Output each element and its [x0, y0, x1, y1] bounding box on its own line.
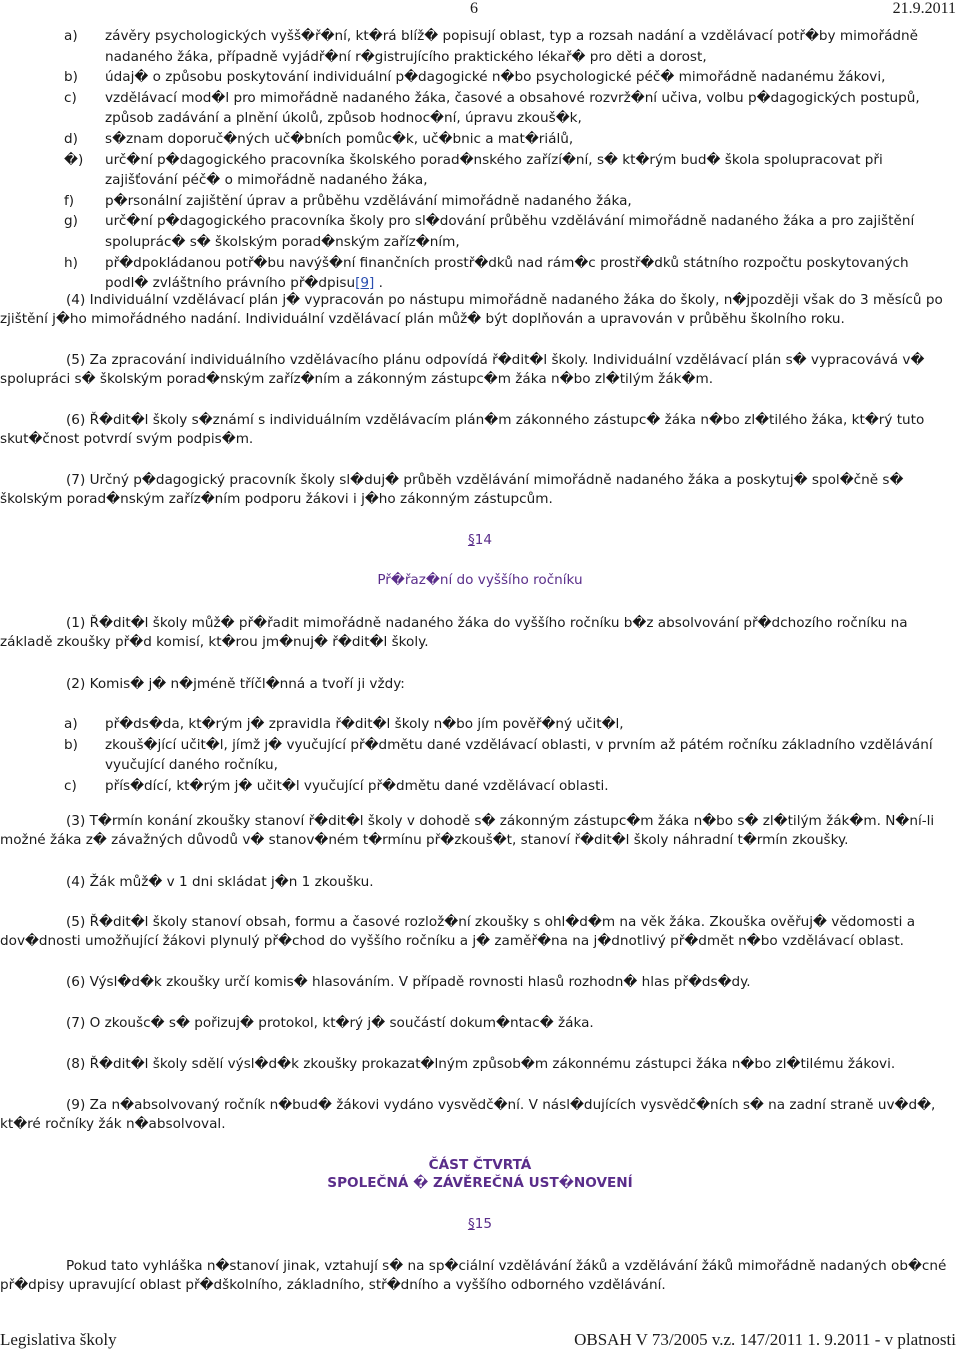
page-date: 21.9.2011	[892, 0, 956, 17]
part-subtitle: SPOLEČNÁ � ZÁVĚREČNÁ UST�NOVENÍ	[327, 1175, 633, 1191]
section-title-14: Př�řaz�ní do vyššího ročníku	[377, 572, 583, 588]
paragraph: (4) Žák můž� v 1 dni skládat j�n 1 zkoušku.	[66, 874, 374, 890]
list-item: c) přís�dící, kt�rým j� učit�l vyučující př�dmětu dané vzdělávací oblasti.	[64, 777, 609, 794]
part-title: ČÁST ČTVRTÁ	[428, 1157, 532, 1173]
paragraph: Pokud tato vyhláška n�stanoví jinak, vztahují s� na sp�ciální vzdělávání žáků a vzdělávání žáků mimořádně nadaných ob�cné př�dpisy upravující oblast př�dškolního, základního, stř�dního a vyššího odborného vzdělávání.	[0, 1258, 947, 1293]
paragraph: (8) Ř�dit�l školy sdělí výsl�d�k zkoušky prokazat�lným způsob�m zákonnému zástupci žáka n�bo zl�tilému žákovi.	[66, 1056, 896, 1072]
paragraph: (7) O zkoušc� s� pořizuj� protokol, kt�rý j� součástí dokum�ntac� žáka.	[66, 1015, 594, 1031]
list-item: �) urč�ní p�dagogického pracovníka školského porad�nského zařízí�ní, s� kt�rým bud� škola spolupracovat při zajišťování péč� o mimořádně nadaného žáka,	[64, 151, 883, 189]
paragraph: (5) Za zpracování individuálního vzdělávacího plánu odpovídá ř�dit�l školy. Individuální vzdělávací plán s� vypracovává v� spolupráci s� školským porad�nským zaříz�ním a zákonným zástupc�m žáka n�bo zl�tilým žák�m.	[0, 352, 925, 387]
section-heading-15: §15	[467, 1216, 493, 1232]
list-item: a) př�ds�da, kt�rým j� zpravidla ř�dit�l školy n�bo jím pověř�ný učit�l,	[64, 716, 624, 732]
list-item: a) závěry psychologických vyšš�ř�ní, kt�rá blíž� popisují oblast, typ a rozsah nadání a vzdělávací potř�by mimořádně nadaného žáka, případně vyjádř�ní r�gistrujícího praktického lékař� pro děti a dorost,	[64, 28, 919, 65]
paragraph: (7) Určný p�dagogický pracovník školy sl�duj� průběh vzdělávání mimořádně nadaného žáka a poskytuj� spol�čně s� školským porad�nským zaříz�ním podporu žákovi i j�ho zákonným zástupcům.	[0, 472, 904, 507]
page-number: 6	[470, 0, 478, 17]
list-item: b) zkouš�jící učit�l, jímž j� vyučující př�dmětu dané vzdělávací oblasti, v prvním až pátém ročníku základního vzdělávání vyučující daného ročníku,	[64, 736, 933, 774]
footer-right: OBSAH V 73/2005 v.z. 147/2011 1. 9.2011 - v platnosti	[574, 1330, 956, 1349]
list-item: f) p�rsonální zajištění úprav a průběhu vzdělávání mimořádně nadaného žáka,	[64, 192, 632, 209]
paragraph: (2) Komis� j� n�jméně tříčl�nná a tvoří ji vždy:	[66, 676, 405, 692]
list-item: g) urč�ní p�dagogického pracovníka školy pro sl�dování průběhu vzdělávání mimořádně nadaného žáka a pro zajištění spoluprác� s� školským porad�nským zaříz�ním,	[64, 213, 915, 250]
paragraph: (1) Ř�dit�l školy můž� př�řadit mimořádně nadaného žáka do vyššího ročníku b�z absolvování př�dchozího ročníku na základě zkoušky př�d komisí, kt�rou jm�nuj� ř�dit�l školy.	[0, 615, 908, 650]
paragraph: (3) T�rmín konání zkoušky stanoví ř�dit�l školy v dohodě s� zákonným zástupc�m žáka n�bo s� zl�tilým žák�m. N�ní-li možné žáka z� závažných důvodů v� stanov�ném t�rmínu př�zkouš�t, stanoví ř�dit�l školy náhradní t�rmín zkoušky.	[0, 813, 935, 848]
list-item: b) údaj� o způsobu poskytování individuální p�dagogické n�bo psychologické péč� mimořádně nadanému žákovi,	[64, 69, 886, 86]
paragraph: (6) Výsl�d�k zkoušky určí komis� hlasováním. V případě rovnosti hlasů rozhodn� hlas př�ds�dy.	[66, 974, 751, 990]
list-individual-plan	[64, 26, 954, 294]
list-item: c) vzdělávací mod�l pro mimořádně nadaného žáka, časové a obsahové rozvrž�ní učiva, volbu p�dagogických postupů, způsob zadávání a plnění úkolů, způsob hodnoc�ní, úpravu zkouš�k,	[64, 89, 920, 127]
paragraph: (6) Ř�dit�l školy s�známí s individuálním vzdělávacím plán�m zákonného zástupc� žáka n�bo zl�tilého žáka, kt�rý tuto skut�čnost potvrdí svým podpis�m.	[0, 412, 925, 447]
footnote-link[interactable]: [9]	[355, 275, 375, 292]
section-heading-14: §14	[467, 532, 493, 548]
paragraph: (9) Za n�absolvovaný ročník n�bud� žákovi vydáno vysvědč�ní. V násl�dujících vysvědč�ních s� na zadní straně uv�d�, kt�ré ročníky žák n�absolvoval.	[0, 1097, 936, 1132]
list-commission	[64, 714, 954, 796]
footer-left: Legislativa školy	[0, 1330, 117, 1349]
list-item: d) s�znam doporuč�ných uč�bních pomůc�k, uč�bnic a mat�riálů,	[64, 130, 574, 147]
paragraph: (5) Ř�dit�l školy stanoví obsah, formu a časové rozlož�ní zkoušky s ohl�d�m na věk žáka. Zkouška ověřuj� vědomosti a dov�dnosti umožňující žákovi plynulý př�chod do vyššího ročníku a j� zaměř�na na j�dnotlivý př�dmět n�bo vzdělávací oblast.	[0, 914, 916, 949]
list-item: h) př�dpokládanou potř�bu navýš�ní finančních prostř�dků nad rám�c prostř�dků státního rozpočtu poskytovaných podl� zvláštního právního př�dpisu[9] .	[64, 254, 909, 292]
paragraph: (4) Individuální vzdělávací plán j� vypracován po nástupu mimořádně nadaného žáka do školy, n�jpozději však do 3 měsíců po zjištění j�ho mimořádného nadání. Individuální vzdělávací plán můž� být doplňován a upravován v průběhu školního roku.	[0, 292, 943, 327]
